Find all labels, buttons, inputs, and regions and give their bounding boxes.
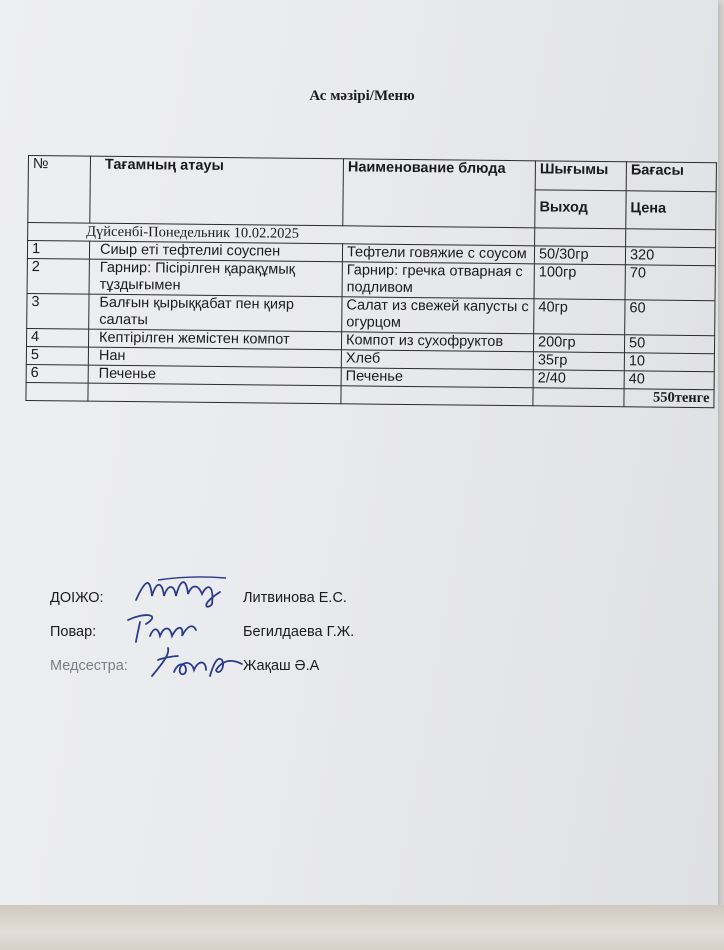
dish-name-ru: Компот из сухофруктов (341, 332, 533, 352)
col-yield-ru-header: Выход (535, 190, 626, 229)
handwritten-signature-icon (148, 646, 258, 682)
col-price-kz-header: Бағасы (626, 162, 716, 192)
dish-price: 320 (625, 247, 715, 266)
signature-name: Бегилдаева Г.Ж. (243, 624, 355, 640)
dish-name-kz: Сиыр еті тефтелиі соуспен (89, 241, 342, 262)
row-number: 2 (27, 258, 89, 294)
dish-yield: 200гр (533, 334, 624, 353)
dish-name-kz: Кептірілген жемістен компот (88, 329, 341, 350)
dish-name-ru: Салат из свежей капусты с огурцом (342, 297, 534, 334)
dish-name-ru: Тефтели говяжие с соусом (342, 244, 534, 264)
dish-price: 40 (624, 371, 714, 390)
empty-cell (535, 228, 626, 247)
dish-yield: 2/40 (533, 370, 624, 389)
dish-price: 10 (624, 353, 714, 372)
row-number: 3 (27, 293, 89, 329)
handwritten-signature-icon (122, 608, 232, 644)
dish-yield: 100гр (534, 264, 625, 300)
empty-cell (626, 229, 716, 248)
col-name-ru-header: Наименование блюда (343, 159, 536, 228)
dish-price: 60 (625, 300, 715, 336)
day-label: Дүйсенбі-Понедельник 10.02.2025 (28, 223, 535, 246)
dish-name-ru: Хлеб (341, 350, 533, 370)
row-number: 5 (26, 346, 88, 365)
dish-yield: 50/30гр (534, 246, 625, 265)
dish-yield: 40гр (534, 299, 625, 335)
col-num-header: № (28, 156, 91, 224)
dish-price: 70 (625, 265, 715, 301)
row-number: 1 (27, 241, 89, 260)
dish-name-kz: Печенье (88, 365, 341, 386)
dish-name-ru: Печенье (341, 368, 533, 388)
signature-role: Повар: (50, 624, 97, 640)
empty-cell (88, 383, 341, 404)
menu-table (25, 155, 717, 408)
signature-role: Медсестра: (50, 658, 128, 674)
row-number: 6 (26, 364, 88, 383)
empty-cell (26, 382, 88, 401)
empty-cell (533, 388, 624, 407)
col-name-kz-header: Тағамның атауы (90, 156, 344, 226)
dish-name-ru: Гарнир: гречка отварная с подливом (342, 262, 534, 299)
handwritten-signature-icon (128, 574, 238, 610)
signature-role: ДОІЖО: (50, 590, 104, 606)
page-title: Ас мәзірі/Меню (309, 88, 415, 104)
header-row (28, 156, 716, 192)
signature-name: Литвинова Е.С. (243, 590, 347, 606)
empty-cell (341, 386, 533, 406)
table-surface (0, 905, 724, 950)
row-number: 4 (26, 328, 88, 347)
dish-name-kz: Гарнир: Пісірілген қарақұмық тұздығымен (89, 259, 342, 297)
dish-name-kz: Балғын қырыққабат пен қияр салаты (89, 294, 342, 332)
dish-name-kz: Нан (88, 347, 341, 368)
total-price: 550тенге (624, 389, 714, 408)
signature-name: Жақаш Ә.А (243, 658, 320, 674)
dish-price: 50 (624, 335, 714, 354)
col-yield-kz-header: Шығымы (535, 161, 626, 191)
dish-yield: 35гр (533, 352, 624, 371)
col-price-ru-header: Цена (626, 191, 716, 230)
